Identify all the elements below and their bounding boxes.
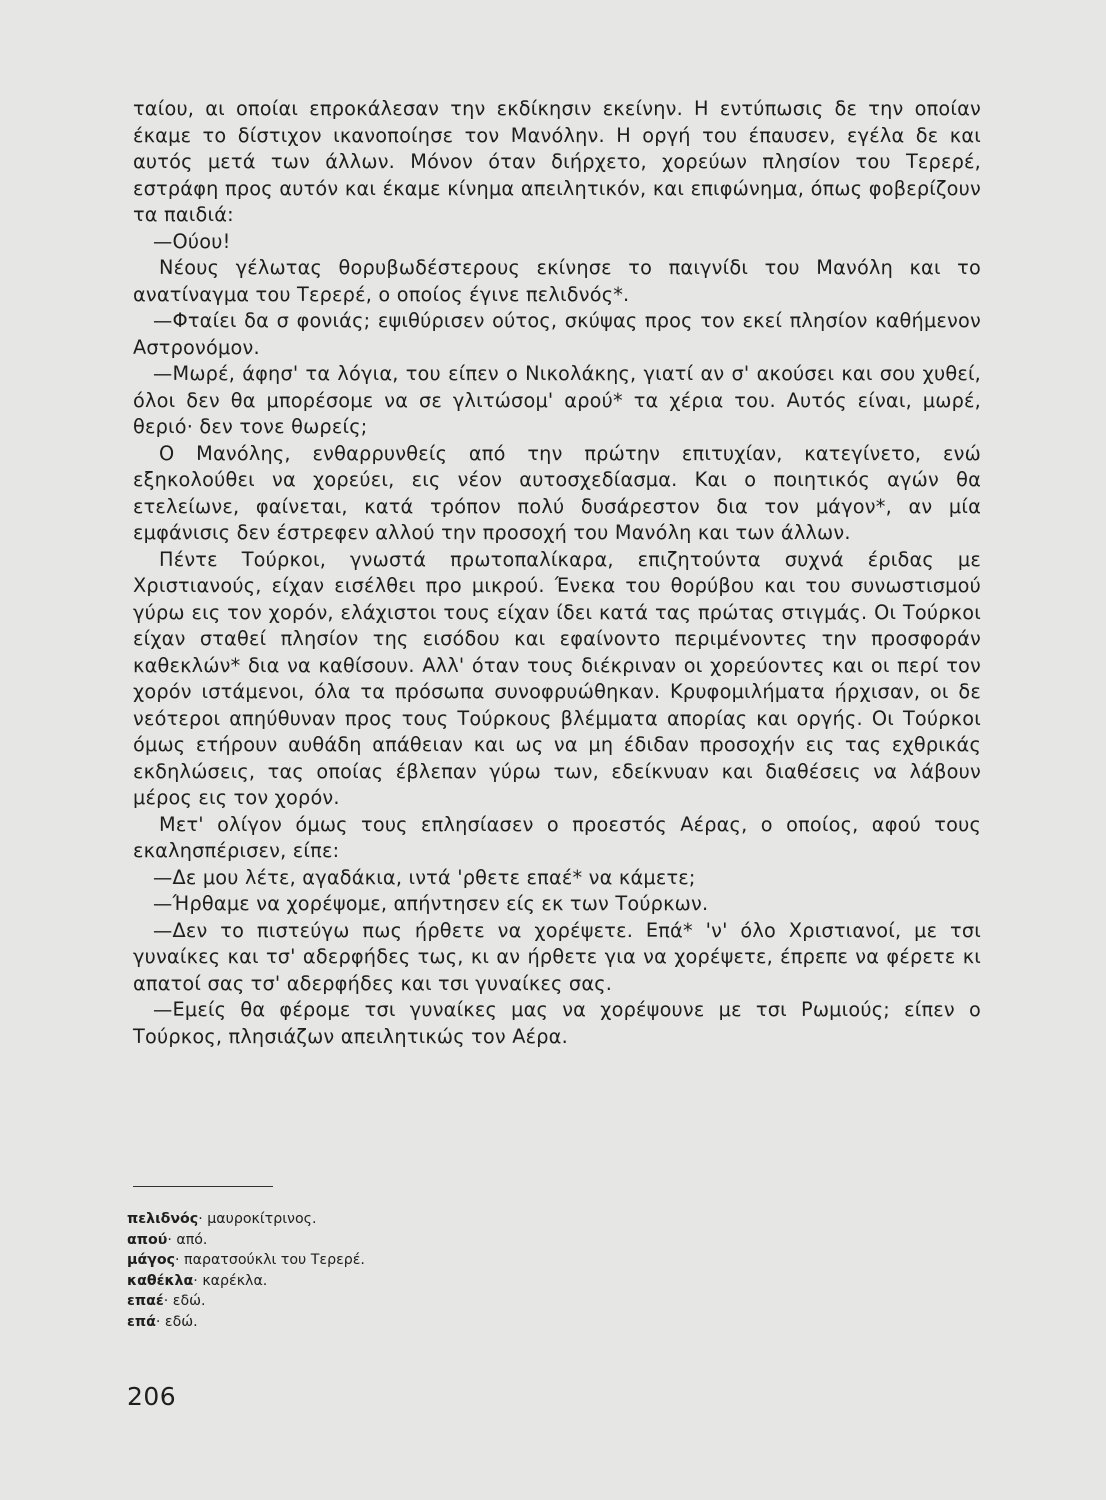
footnote-term: απού	[127, 1231, 168, 1248]
footnote-definition: παρατσούκλι του Τερερέ.	[184, 1252, 365, 1269]
paragraph: —Ούου!	[153, 229, 231, 253]
footnote-definition: από.	[176, 1231, 208, 1248]
footnote-definition: καρέκλα.	[202, 1272, 268, 1289]
footnote: καθέκλα· καρέκλα.	[127, 1272, 268, 1289]
footnote-definition: εδώ.	[172, 1293, 206, 1310]
footnote-term: επαέ	[127, 1293, 164, 1310]
body-text	[133, 96, 981, 1050]
paragraph: Πέντε Τούρκοι, γνωστά πρωτοπαλίκαρα, επιζητούντα συχνά έριδας με Χριστιανούς, είχαν εισέλθει προ μικρού. Ένεκα του θορύβου και του συνωστισμού γύρω εις τον χορόν, ελάχιστοι τους είχαν ίδει κατά τας πρώτας στιγμάς. Οι Τούρκοι είχαν σταθεί πλησίον της εισόδου και εφαίνοντο περιμένοντες την προσφοράν καθεκλών* δια να καθίσουν. Αλλ' όταν τους διέκριναν οι χορεύοντες και οι περί τον χορόν ιστάμενοι, όλα τα πρόσωπα συνοφρυώθηκαν. Κρυφομιλήματα ήρχισαν, οι δε νεότεροι απηύθυναν προς τους Τούρκους βλέμματα απορίας και οργής. Οι Τούρκοι όμως ετήρουν αυθάδη απάθειαν και ως να μη έδιδαν προσοχήν εις τας εχθρικάς εκδηλώσεις, τας οποίας έβλεπαν γύρω των, εδείκνυαν και διαθέσεις να λάβουν μέρος εις τον χορόν.	[133, 547, 981, 809]
paragraph: Ο Μανόλης, ενθαρρυνθείς από την πρώτην επιτυχίαν, κατεγίνετο, ενώ εξηκολούθει να χορεύει, εις νέον αυτοσχεδίασμα. Και ο ποιητικός αγών θα ετελείωνε, φαίνεται, κατά τρόπον πολύ δυσάρεστον δια τον μάγον*, αν μία εμφάνισις δεν έστρεφεν αλλού την προσοχή του Μανόλη και των άλλων.	[133, 441, 981, 544]
paragraph: Νέους γέλωτας θορυβωδέστερους εκίνησε το παιγνίδι του Μανόλη και το ανατίναγμα του Τερερέ, ο οποίος έγινε πελιδνός*.	[133, 256, 981, 306]
footnote: απού· από.	[127, 1231, 208, 1248]
footnote: πελιδνός· μαυροκίτρινος.	[127, 1211, 317, 1227]
paragraph: —Ήρθαμε να χορέψομε, απήντησεν είς εκ των Τούρκων.	[153, 892, 709, 915]
footnote-term: επά	[127, 1313, 156, 1330]
paragraph: Μετ' ολίγον όμως τους επλησίασεν ο προεστός Αέρας, ο οποίος, αφού τους εκαλησπέρισεν, είπε:	[133, 812, 981, 862]
footnote-term: πελιδνός	[127, 1211, 199, 1227]
footnote-definition: εδώ.	[164, 1313, 198, 1330]
footnote-term: μάγος	[127, 1252, 176, 1269]
footnote: μάγος· παρατσούκλι του Τερερέ.	[127, 1252, 365, 1269]
footnote-term: καθέκλα	[127, 1272, 194, 1289]
footnote-definition: μαυροκίτρινος.	[207, 1211, 317, 1227]
footnotes	[127, 1209, 627, 1333]
paragraph: —Εμείς θα φέρομε τσι γυναίκες μας να χορέψουνε με τσι Ρωμιούς; είπεν ο Τούρκος, πλησιάζων απειλητικώς τον Αέρα.	[133, 998, 981, 1048]
paragraph: —Μωρέ, άφησ' τα λόγια, του είπεν ο Νικολάκης, γιατί αν σ' ακούσει και σου χυθεί, όλοι δεν θα μπορέσομε να σε γλιτώσομ' αρού* τα χέρια του. Αυτός είναι, μωρέ, θεριό· δεν τονε θωρείς;	[133, 362, 981, 438]
footnote-divider	[133, 1186, 273, 1187]
page-number: 206	[127, 1382, 177, 1411]
paragraph: —Φταίει δα σ φονιάς; εψιθύρισεν ούτος, σκύψας προς τον εκεί πλησίον καθήμενον Αστρονόμον.	[133, 309, 981, 359]
paragraph: ταίου, αι οποίαι επροκάλεσαν την εκδίκησιν εκείνην. Η εντύπωσις δε την οποίαν έκαμε το δίστιχον ικανοποίησε τον Μανόλην. Η οργή του έπαυσεν, εγέλα δε και αυτός μετά των άλλων. Μόνον όταν διήρχετο, χορεύων πλησίον του Τερερέ, εστράφη προς αυτόν και έκαμε κίνημα απειλητικόν, και επιφώνημα, όπως φοβερίζουν τα παιδιά:	[133, 97, 981, 226]
footnote: επαέ· εδώ.	[127, 1293, 206, 1310]
footnote: επά· εδώ.	[127, 1313, 198, 1330]
paragraph: —Δε μου λέτε, αγαδάκια, ιντά 'ρθετε επαέ* να κάμετε;	[153, 865, 696, 889]
paragraph: —Δεν το πιστεύγω πως ήρθετε να χορέψετε. Επά* 'ν' όλο Χριστιανοί, με τσι γυναίκες και τσ' αδερφήδες τως, κι αν ήρθετε για να χορέψετε, έπρεπε να φέρετε κι απατοί σας τσ' αδερφήδες και τσι γυναίκες σας.	[133, 918, 981, 995]
